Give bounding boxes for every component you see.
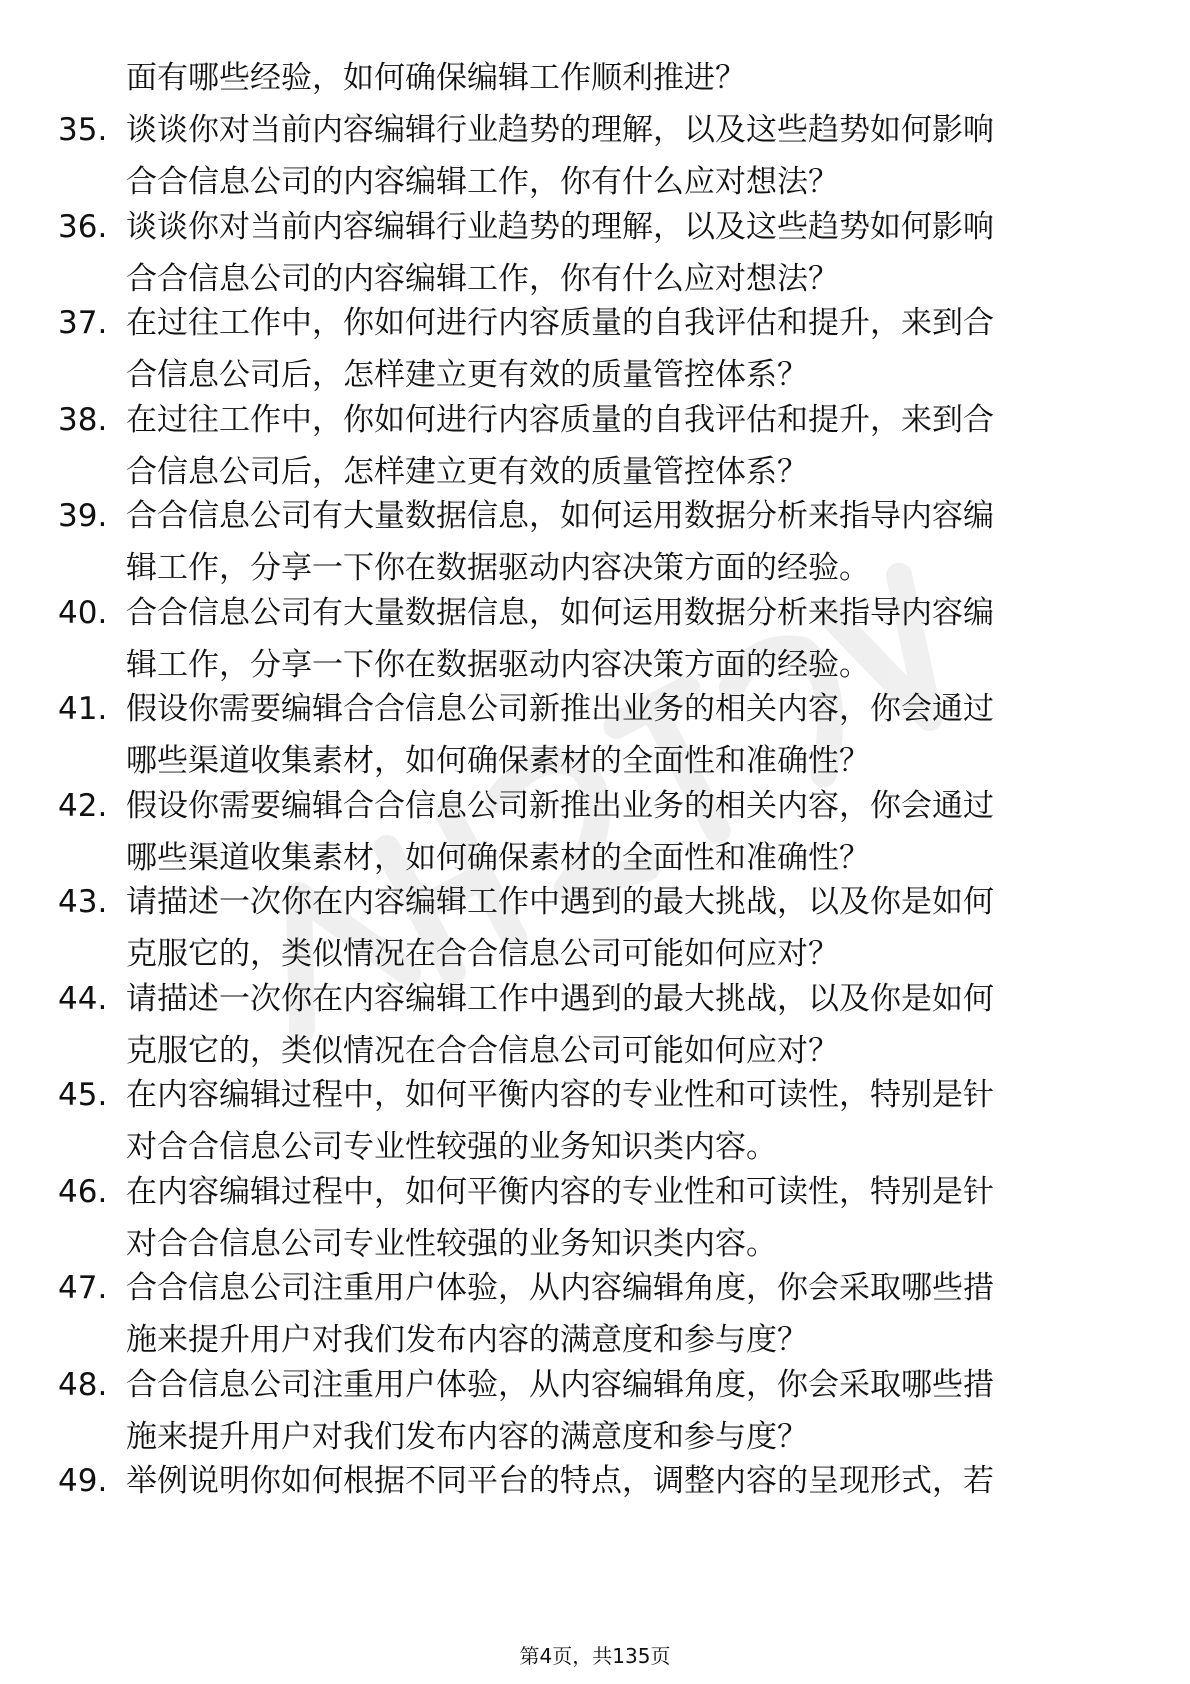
- continuation-text: 面有哪些经验，如何确保编辑工作顺利推进？: [126, 60, 746, 96]
- page-footer: 第4页，共135页: [519, 1644, 671, 1668]
- question-number: 38.: [58, 402, 108, 438]
- question-text: 合合信息公司注重用户体验，从内容编辑角度，你会采取哪些措 施来提升用户对我们发布内容的满意度和参与度？: [126, 1367, 994, 1455]
- question-text: 谈谈你对当前内容编辑行业趋势的理解，以及这些趋势如何影响 合合信息公司的内容编辑工作，你有什么应对想法？: [126, 209, 994, 297]
- list-item: [0, 1069, 1190, 1173]
- list-item: [0, 297, 1190, 401]
- question-text: 在内容编辑过程中，如何平衡内容的专业性和可读性，特别是针 对合合信息公司专业性较强的业务知识类内容。: [126, 1174, 994, 1262]
- list-item: [0, 780, 1190, 884]
- question-number: 37.: [58, 305, 108, 341]
- list-item: [0, 104, 1190, 208]
- question-text: 请描述一次你在内容编辑工作中遇到的最大挑战，以及你是如何 克服它的，类似情况在合合信息公司可能如何应对？: [126, 981, 994, 1069]
- list-item: [0, 973, 1190, 1077]
- question-text: 在过往工作中，你如何进行内容质量的自我评估和提升，来到合 合信息公司后，怎样建立更有效的质量管控体系？: [126, 305, 994, 393]
- list-item: [0, 1359, 1190, 1463]
- question-number: 39.: [58, 498, 108, 534]
- question-text: 谈谈你对当前内容编辑行业趋势的理解，以及这些趋势如何影响 合合信息公司的内容编辑工作，你有什么应对想法？: [126, 112, 994, 200]
- question-number: 41.: [58, 691, 108, 727]
- list-item: [0, 683, 1190, 787]
- question-text: 举例说明你如何根据不同平台的特点，调整内容的呈现形式，若: [126, 1463, 994, 1499]
- question-text: 在过往工作中，你如何进行内容质量的自我评估和提升，来到合 合信息公司后，怎样建立更有效的质量管控体系？: [126, 402, 994, 490]
- question-number: 44.: [58, 981, 108, 1017]
- question-text: 合合信息公司注重用户体验，从内容编辑角度，你会采取哪些措 施来提升用户对我们发布内容的满意度和参与度？: [126, 1270, 994, 1358]
- question-text: 在内容编辑过程中，如何平衡内容的专业性和可读性，特别是针 对合合信息公司专业性较强的业务知识类内容。: [126, 1077, 994, 1165]
- question-number: 45.: [58, 1077, 108, 1113]
- question-number: 36.: [58, 209, 108, 245]
- list-item: [0, 1262, 1190, 1366]
- question-number: 42.: [58, 788, 108, 824]
- question-text: 假设你需要编辑合合信息公司新推出业务的相关内容，你会通过 哪些渠道收集素材，如何确保素材的全面性和准确性？: [126, 691, 994, 779]
- list-item: [0, 587, 1190, 691]
- list-item: [0, 1166, 1190, 1270]
- question-text: 请描述一次你在内容编辑工作中遇到的最大挑战，以及你是如何 克服它的，类似情况在合合信息公司可能如何应对？: [126, 884, 994, 972]
- question-text: 假设你需要编辑合合信息公司新推出业务的相关内容，你会通过 哪些渠道收集素材，如何确保素材的全面性和准确性？: [126, 788, 994, 876]
- question-text: 合合信息公司有大量数据信息，如何运用数据分析来指导内容编 辑工作，分享一下你在数据驱动内容决策方面的经验。: [126, 498, 994, 586]
- list-item: [0, 1455, 1190, 1559]
- question-number: 43.: [58, 884, 108, 920]
- list-item: [0, 876, 1190, 980]
- question-number: 35.: [58, 112, 108, 148]
- question-number: 49.: [58, 1463, 108, 1499]
- list-item: [0, 201, 1190, 305]
- list-item: [0, 490, 1190, 594]
- question-number: 48.: [58, 1367, 108, 1403]
- question-number: 46.: [58, 1174, 108, 1210]
- question-number: 47.: [58, 1270, 108, 1306]
- list-item: [0, 394, 1190, 498]
- question-number: 40.: [58, 595, 108, 631]
- question-text: 合合信息公司有大量数据信息，如何运用数据分析来指导内容编 辑工作，分享一下你在数据驱动内容决策方面的经验。: [126, 595, 994, 683]
